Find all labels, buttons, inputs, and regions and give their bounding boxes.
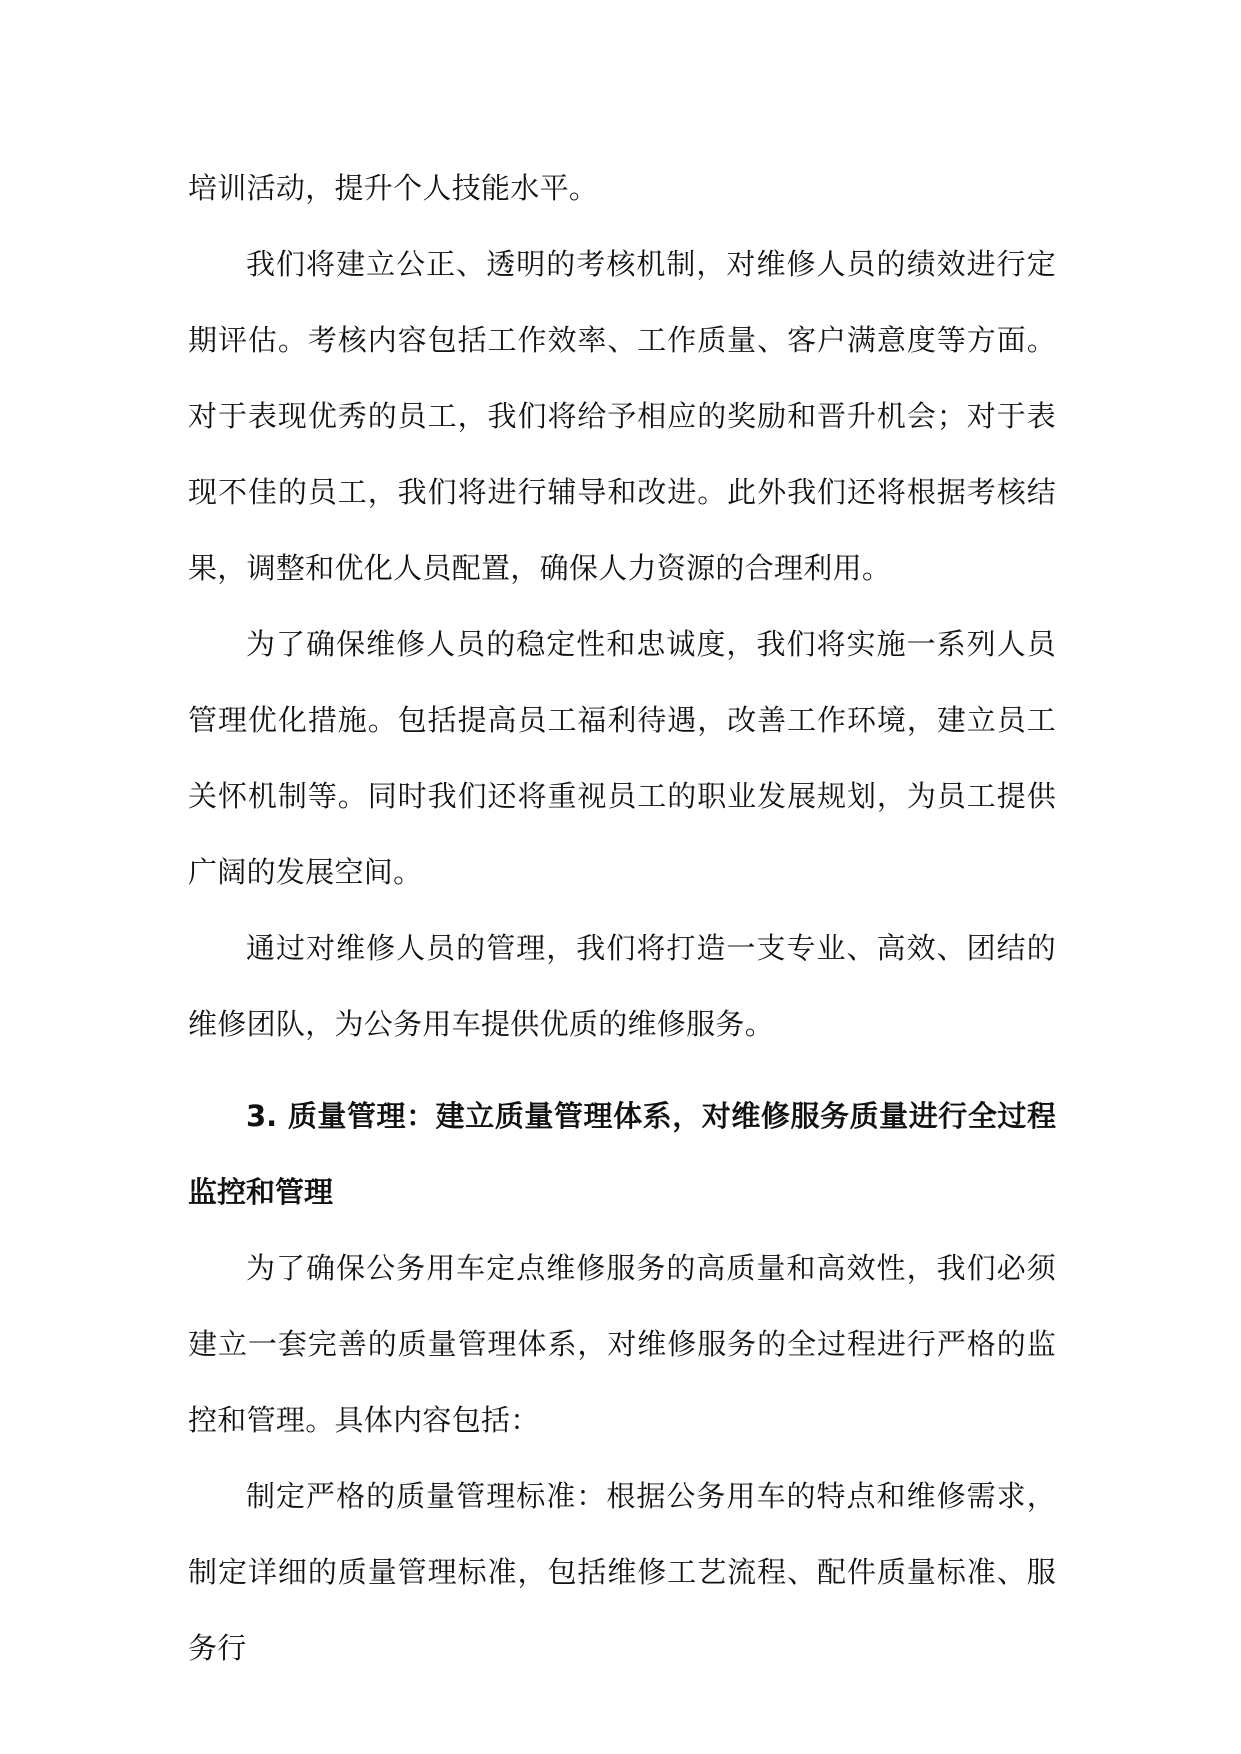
paragraph-continuation: 培训活动，提升个人技能水平。 [188,171,599,205]
paragraph-quality-standards: 制定严格的质量管理标准：根据公务用车的特点和维修需求，制定详细的质量管理标准，包括维修工艺流程、配件质量标准、服务行 [188,1479,1056,1665]
paragraph-assessment: 我们将建立公正、透明的考核机制，对维修人员的绩效进行定期评估。考核内容包括工作效率、工作质量、客户满意度等方面。对于表现优秀的员工，我们将给予相应的奖励和晋升机会；对于表现不佳的员工，我们将进行辅导和改进。此外我们还将根据考核结果，调整和优化人员配置，确保人力资源的合理利用。 [188,247,1056,585]
section-heading-quality: 3. 质量管理：建立质量管理体系，对维修服务质量进行全过程监控和管理 [188,1099,1056,1209]
document-page [188,150,1056,1686]
section-gap [188,1062,1056,1078]
paragraph-staff-optimization: 为了确保维修人员的稳定性和忠诚度，我们将实施一系列人员管理优化措施。包括提高员工福利待遇，改善工作环境，建立员工关怀机制等。同时我们还将重视员工的职业发展规划，为员工提供广阔的发展空间。 [188,627,1056,889]
paragraph-team-summary: 通过对维修人员的管理，我们将打造一支专业、高效、团结的维修团队，为公务用车提供优质的维修服务。 [188,931,1056,1041]
paragraph-quality-intro: 为了确保公务用车定点维修服务的高质量和高效性，我们必须建立一套完善的质量管理体系，对维修服务的全过程进行严格的监控和管理。具体内容包括： [188,1251,1056,1437]
